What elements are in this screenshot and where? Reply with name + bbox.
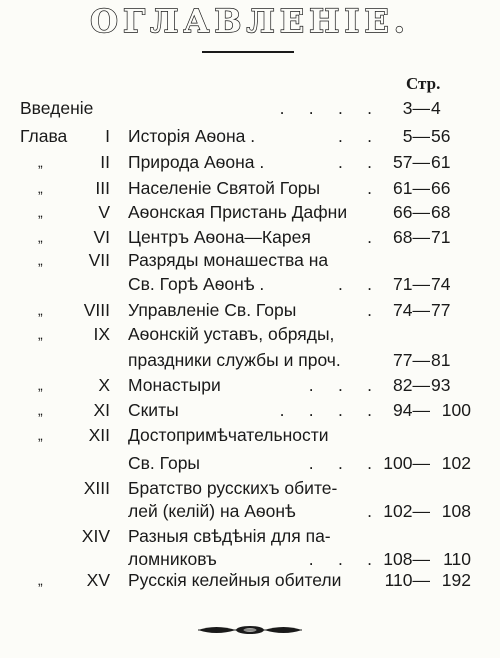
- leader-dots: . .: [337, 126, 372, 146]
- chapter-number: VIII: [83, 300, 110, 320]
- toc-entry: [0, 423, 500, 447]
- leader-dots: . . . .: [279, 98, 372, 118]
- toc-entry: [0, 398, 500, 422]
- page-start: 100—: [383, 453, 430, 473]
- toc-entry: [0, 476, 500, 500]
- leader-dots: .: [367, 227, 372, 247]
- page-end: 81: [431, 350, 451, 370]
- page-end: 74: [431, 274, 451, 294]
- page-start: 102—: [383, 501, 430, 521]
- toc-entry: [0, 272, 500, 296]
- leader-dots: . . .: [308, 549, 372, 569]
- toc-entry: [0, 124, 500, 148]
- page-start: 66—: [393, 202, 430, 222]
- toc-entry: [0, 499, 500, 523]
- page-start: 57—: [393, 152, 430, 172]
- page-start: 71—: [393, 274, 430, 294]
- page-end: 61: [431, 152, 451, 172]
- entry-title: Монастыри: [128, 375, 221, 395]
- chapter-number: XII: [88, 425, 110, 445]
- page-start: 61—: [393, 178, 430, 198]
- leader-dots: . .: [337, 152, 372, 172]
- toc-entry: [0, 322, 500, 346]
- chapter-number: I: [105, 126, 110, 146]
- entry-label: „: [38, 572, 43, 588]
- title-underline: [202, 51, 294, 53]
- leader-dots: .: [367, 178, 372, 198]
- entry-title: Русскія келейныя обители: [128, 570, 342, 590]
- toc-entry: [0, 451, 500, 475]
- page-end: 102: [441, 453, 471, 473]
- toc-entry: [0, 96, 500, 120]
- page-column-header: Стр.: [406, 74, 441, 93]
- entry-title: ломниковъ: [128, 549, 217, 569]
- entry-label: Введеніе: [20, 98, 94, 118]
- page-start: 77—: [393, 350, 430, 370]
- page-end: 68: [431, 202, 451, 222]
- page-end: 100: [441, 400, 471, 420]
- page-start: 5—: [402, 126, 430, 146]
- entry-label: „: [38, 402, 43, 418]
- toc-title: ОГЛАВЛЕНІЕ.: [90, 2, 410, 40]
- entry-title: Св. Горы: [128, 453, 201, 473]
- leader-dots: . . .: [308, 453, 372, 473]
- page-start: 3—: [402, 98, 430, 118]
- page-start: 110—: [384, 570, 430, 590]
- page-end: 192: [441, 570, 471, 590]
- page-start: 108—: [383, 549, 430, 569]
- ornament-icon: [196, 622, 304, 638]
- entry-label: „: [38, 180, 43, 196]
- page-end: 56: [431, 126, 451, 146]
- entry-title: Разныя свѣдѣнія для па-: [128, 526, 331, 546]
- leader-dots: .: [367, 300, 372, 320]
- leader-dots: . . . .: [279, 400, 372, 420]
- page-end: 110: [443, 549, 471, 569]
- page-start: 82—: [393, 375, 430, 395]
- entry-title: Исторія Аѳона .: [128, 126, 256, 146]
- leader-dots: . .: [337, 274, 372, 294]
- entry-label: „: [38, 154, 43, 170]
- chapter-number: IX: [93, 324, 110, 344]
- toc-entry: [0, 373, 500, 397]
- chapter-number: II: [100, 152, 110, 172]
- entry-label: „: [38, 326, 43, 342]
- entry-label: Глава: [20, 126, 68, 146]
- toc-entry: [0, 568, 500, 592]
- entry-title: Аѳонская Пристань Дафни: [128, 202, 348, 222]
- entry-title: Центръ Аѳона—Карея: [128, 227, 311, 247]
- entry-title: Аѳонскій уставъ, обряды,: [128, 324, 335, 344]
- page-start: 68—: [393, 227, 430, 247]
- toc-entry: [0, 176, 500, 200]
- chapter-number: XI: [93, 400, 110, 420]
- page-end: 77: [431, 300, 451, 320]
- toc-entry: [0, 298, 500, 322]
- page-end: 108: [441, 501, 471, 521]
- page-start: 94—: [393, 400, 430, 420]
- entry-title: Св. Горѣ Аѳонѣ .: [128, 274, 265, 294]
- chapter-number: VII: [88, 250, 110, 270]
- toc-entry: [0, 348, 500, 372]
- entry-title: Скиты: [128, 400, 179, 420]
- entry-title: Братство русскихъ обите-: [128, 478, 338, 498]
- entry-title: Разряды монашества на: [128, 250, 329, 270]
- page-end: 93: [431, 375, 451, 395]
- leader-dots: .: [367, 501, 372, 521]
- entry-label: „: [38, 204, 43, 220]
- chapter-number: V: [98, 202, 110, 222]
- entry-label: „: [38, 302, 43, 318]
- entry-label: „: [38, 252, 43, 268]
- chapter-number: III: [95, 178, 110, 198]
- page-end: 66: [431, 178, 451, 198]
- chapter-number: X: [98, 375, 110, 395]
- leader-dots: . . .: [308, 375, 372, 395]
- entry-title: Достопримѣчательности: [128, 425, 329, 445]
- page-start: 74—: [393, 300, 430, 320]
- chapter-number: XV: [86, 570, 110, 590]
- toc-entry: [0, 150, 500, 174]
- page-end: 71: [431, 227, 451, 247]
- entry-title: лей (келій) на Аѳонѣ: [128, 501, 296, 521]
- toc-entry: [0, 225, 500, 249]
- entry-title: Населеніе Святой Горы: [128, 178, 321, 198]
- toc-entry: [0, 200, 500, 224]
- toc-entry: [0, 248, 500, 272]
- toc-entry: [0, 524, 500, 548]
- entry-title: Природа Аѳона .: [128, 152, 265, 172]
- chapter-number: XIV: [81, 526, 110, 546]
- chapter-number: XIII: [83, 478, 110, 498]
- entry-label: „: [38, 427, 43, 443]
- entry-title: Управленіе Св. Горы: [128, 300, 297, 320]
- entry-label: „: [38, 377, 43, 393]
- page-end: 4: [431, 98, 441, 118]
- entry-label: „: [38, 229, 43, 245]
- entry-title: праздники службы и проч.: [128, 350, 341, 370]
- chapter-number: VI: [93, 227, 110, 247]
